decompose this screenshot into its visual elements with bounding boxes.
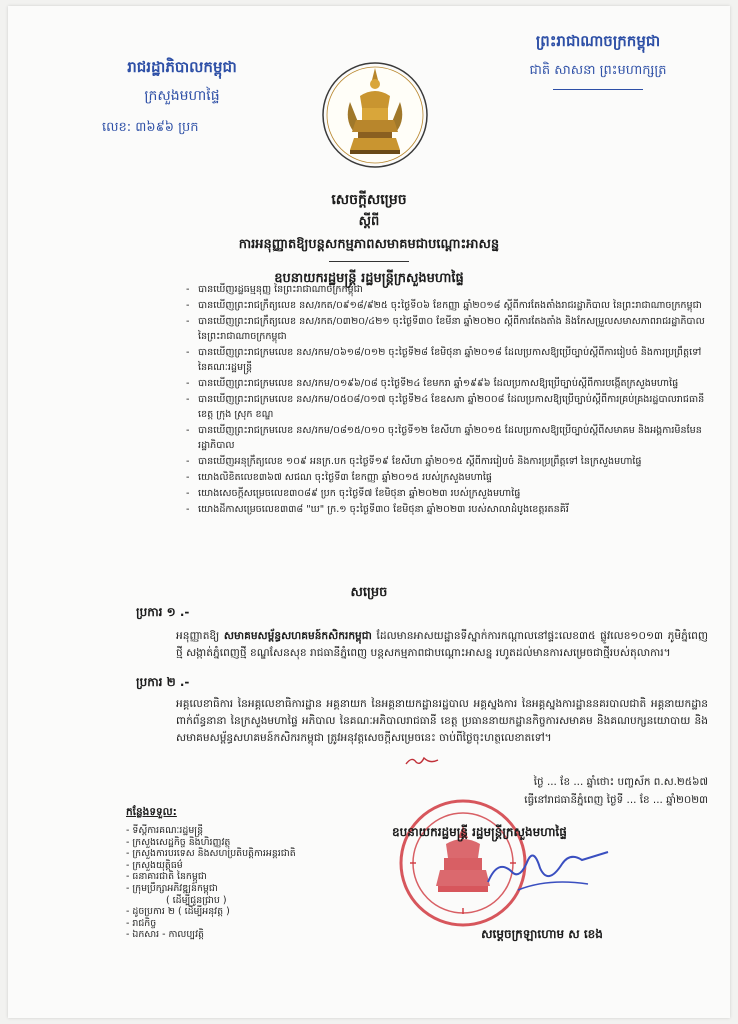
national-motto: ជាតិ សាសនា ព្រះមហាក្សត្រ [529, 63, 667, 78]
reference-item: - បានឃើញព្រះរាជក្រមលេខ នស/រកម/០៦១៨/០១២ ចុះថ្ងៃទី២៨ ខែមិថុនា ឆ្នាំ២០១៨ ដែលប្រកាសឱ្យប្រើច្បាប់ស្តីពីការរៀបចំ និងការប្រព្រឹត្តទៅ នៃគណៈរដ្ឋមន្ត្រី [186, 345, 706, 375]
decision-title [8, 190, 730, 289]
article-1-body: ដែលមានអាសយដ្ឋានទីស្នាក់ការកណ្តាលនៅផ្ទះលេខ៣៥ ផ្លូវលេខ១០១៣ ភូមិភ្នំពេញថ្មី សង្កាត់ភ្នំពេញថ្មី ខណ្ឌសែនសុខ រាជធានីភ្នំពេញ បន្តសកម្មភាពជាបណ្តោះអាសន្ន រហូតដល់មានការសម្រេចជាថ្មីរបស់តុលាការ។ [176, 630, 708, 659]
recipients-block [126, 806, 346, 941]
reference-item: - បានឃើញព្រះរាជក្រមលេខ នស/រកម/០៨១៥/០១០ ចុះថ្ងៃទី១២ ខែសីហា ឆ្នាំ២០១៥ ដែលប្រកាសឱ្យប្រើច្បាប់ស្តីពីសមាគម និងអង្គការមិនមែនរដ្ឋាភិបាល [186, 423, 706, 453]
recipient-item: - ក្រុមប្រឹក្សាអភិវឌ្ឍន៍កម្ពុជា [126, 882, 218, 894]
reference-item: - បានឃើញព្រះរាជក្រឹត្យលេខ នស/រកត/០៩១៨/៩២៥ ចុះថ្ងៃទី០៦ ខែកញ្ញា ឆ្នាំ២០១៨ ស្តីពីការតែងតាំងរាជរដ្ឋាភិបាល នៃព្រះរាជាណាចក្រកម្ពុជា [186, 298, 706, 313]
recipient-item: - ធនាគារជាតិ នៃកម្ពុជា [126, 871, 207, 883]
reference-number: លេខ: ៣៦៩៦ ប្រក [102, 120, 199, 135]
article-2-label: ប្រការ ២ .- [136, 675, 190, 689]
reference-item: - បានឃើញព្រះរាជក្រឹត្យលេខ នស/រកត/០៣២០/៤២១ ចុះថ្ងៃទី៣០ ខែមីនា ឆ្នាំ២០២០ ស្តីពីការតែងតាំង និងកែសម្រួលសមាសភាពរាជរដ្ឋាភិបាល នៃព្រះរាជាណាចក្រកម្ពុជា [186, 314, 706, 344]
reference-item: - យោងដីកាសម្រេចលេខ៣៣៨ "ឃ" ក្រ.១ ចុះថ្ងៃទី៣០ ខែមិថុនា ឆ្នាំ២០២៣ របស់សាលាដំបូងខេត្តរតនគិរី [186, 502, 706, 517]
signature-icon [478, 838, 618, 898]
reference-item: - បានឃើញអនុក្រឹត្យលេខ ១០៩ អនក្រ.បក ចុះថ្ងៃទី១៩ ខែសីហា ឆ្នាំ២០១៥ ស្តីពីការរៀបចំ និងការប្រព្រឹត្តទៅ នៃក្រសួងមហាផ្ទៃ [186, 454, 706, 469]
recipient-item: - ក្រសួងយុត្តិធម៌ [126, 859, 183, 871]
ministry-header [82, 58, 282, 138]
signer-name: សម្តេចក្រឡាហោម ស ខេង [481, 927, 603, 941]
article-1-text [176, 628, 708, 662]
recipient-item: - ក្រសួងការបរទេស និងសហប្រតិបត្តិការអន្តរជាតិ [126, 848, 296, 860]
issuer-title: ឧបនាយករដ្ឋមន្ត្រី រដ្ឋមន្ត្រីក្រសួងមហាផ្ទៃ [274, 271, 464, 286]
signature-title: ឧបនាយករដ្ឋមន្ត្រី រដ្ឋមន្ត្រីក្រសួងមហាផ្ទៃ [392, 825, 567, 839]
lunar-date: ថ្ងៃ ... ខែ ... ឆ្នាំថោះ បញ្ចស័ក ព.ស.២៥៦៧ [533, 776, 708, 788]
motto-divider [553, 89, 643, 90]
recipient-item: - ក្រសួងសេដ្ឋកិច្ច និងហិរញ្ញវត្ថុ [126, 836, 231, 848]
kingdom-name: ព្រះរាជាណាចក្រកម្ពុជា [535, 32, 661, 50]
recipients-list [126, 825, 346, 941]
recipient-item: - ឯកសារ - កាលប្បវត្តិ [126, 929, 205, 941]
recipient-item: - ដូចប្រការ ២ ( ដើម្បីអនុវត្ត ) [126, 906, 230, 918]
solar-date: ធ្វើនៅរាជធានីភ្នំពេញ ថ្ងៃទី ... ខែ ... ឆ្នាំ២០២៣ [524, 794, 708, 806]
recipient-item: - ទីស្តីការគណៈរដ្ឋមន្ត្រី [126, 825, 204, 836]
kingdom-header [488, 32, 708, 90]
references-list [186, 282, 706, 518]
title-subject: ការអនុញ្ញាតឱ្យបន្តសកម្មភាពសមាគមជាបណ្តោះអាសន្ន [238, 237, 500, 252]
recipients-heading: កន្លែងទទួល: [126, 806, 177, 818]
title-line-1: សេចក្តីសម្រេច [331, 192, 407, 208]
article-1-prefix: អនុញ្ញាតឱ្យ [176, 630, 224, 642]
reference-item: - យោងលិខិតលេខ៣៦៧ សជណ ចុះថ្ងៃទី៣ ខែកញ្ញា ឆ្នាំ២០១៥ របស់ក្រសួងមហាផ្ទៃ [186, 470, 706, 485]
reference-item: - បានឃើញព្រះរាជក្រមលេខ នស/រកម/០៥០៨/០១៧ ចុះថ្ងៃទី២៤ ខែឧសភា ឆ្នាំ២០០៨ ដែលប្រកាសឱ្យប្រើច្បាប់ស្តីពីការគ្រប់គ្រងរដ្ឋបាលរាជធានី ខេត្ត ក្រុង ស្រុក ខណ្ឌ [186, 392, 706, 422]
article-2-text: អគ្គលេខាធិការ នៃអគ្គលេខាធិការដ្ឋាន អគ្គនាយក នៃអគ្គនាយកដ្ឋានរដ្ឋបាល អគ្គស្នងការ នៃអគ្គស្នងការដ្ឋាននគរបាលជាតិ អគ្គនាយកដ្ឋានពាក់ព័ន្ធនានា នៃក្រសួងមហាផ្ទៃ អភិបាល នៃគណៈអភិបាលរាជធានី ខេត្ត ប្រធាននាយកដ្ឋានកិច្ចការសមាគម និងគណបក្សនយោបាយ និងសមាគមសម្ព័ន្ធសហគមន៍កសិករកម្ពុជា ត្រូវអនុវត្តសេចក្តីសម្រេចនេះ ចាប់ពីថ្ងៃចុះហត្ថលេខាតទៅ។ [176, 698, 708, 744]
ministry-name: ក្រសួងមហាផ្ទៃ [144, 88, 220, 104]
recipient-item: ( ដើម្បីជូនជ្រាប ) [166, 894, 227, 906]
reference-item: - បានឃើញព្រះរាជក្រមលេខ នស/រកម/០១៩៦/០៨ ចុះថ្ងៃទី២៤ ខែមករា ឆ្នាំ១៩៩៦ ដែលប្រកាសឱ្យប្រើច្បាប់ស្តីពីការបង្កើតក្រសួងមហាផ្ទៃ [186, 376, 706, 391]
reference-item: - យោងសេចក្តីសម្រេចលេខ៣០៨៩ ប្រក ចុះថ្ងៃទី៧ ខែមិថុនា ឆ្នាំ២០២៣ របស់ក្រសួងមហាផ្ទៃ [186, 486, 706, 501]
recipient-item: - រាជកិច្ច [126, 917, 157, 929]
association-name: សមាគមសម្ព័ន្ធសហគមន៍កសិករកម្ពុជា [223, 630, 372, 642]
decision-heading: សម្រេច [350, 585, 388, 600]
document-page [8, 6, 730, 1018]
royal-emblem-icon [320, 60, 430, 170]
title-line-2: ស្តីពី [358, 214, 380, 229]
initials-mark-icon [404, 754, 444, 768]
government-name: រាជរដ្ឋាភិបាលកម្ពុជា [127, 58, 237, 76]
reference-item: - បានឃើញរដ្ឋធម្មនុញ្ញ នៃព្រះរាជាណាចក្រកម្ពុជា [186, 282, 706, 297]
article-1-label: ប្រការ ១ .- [136, 605, 190, 619]
title-divider [329, 261, 409, 262]
